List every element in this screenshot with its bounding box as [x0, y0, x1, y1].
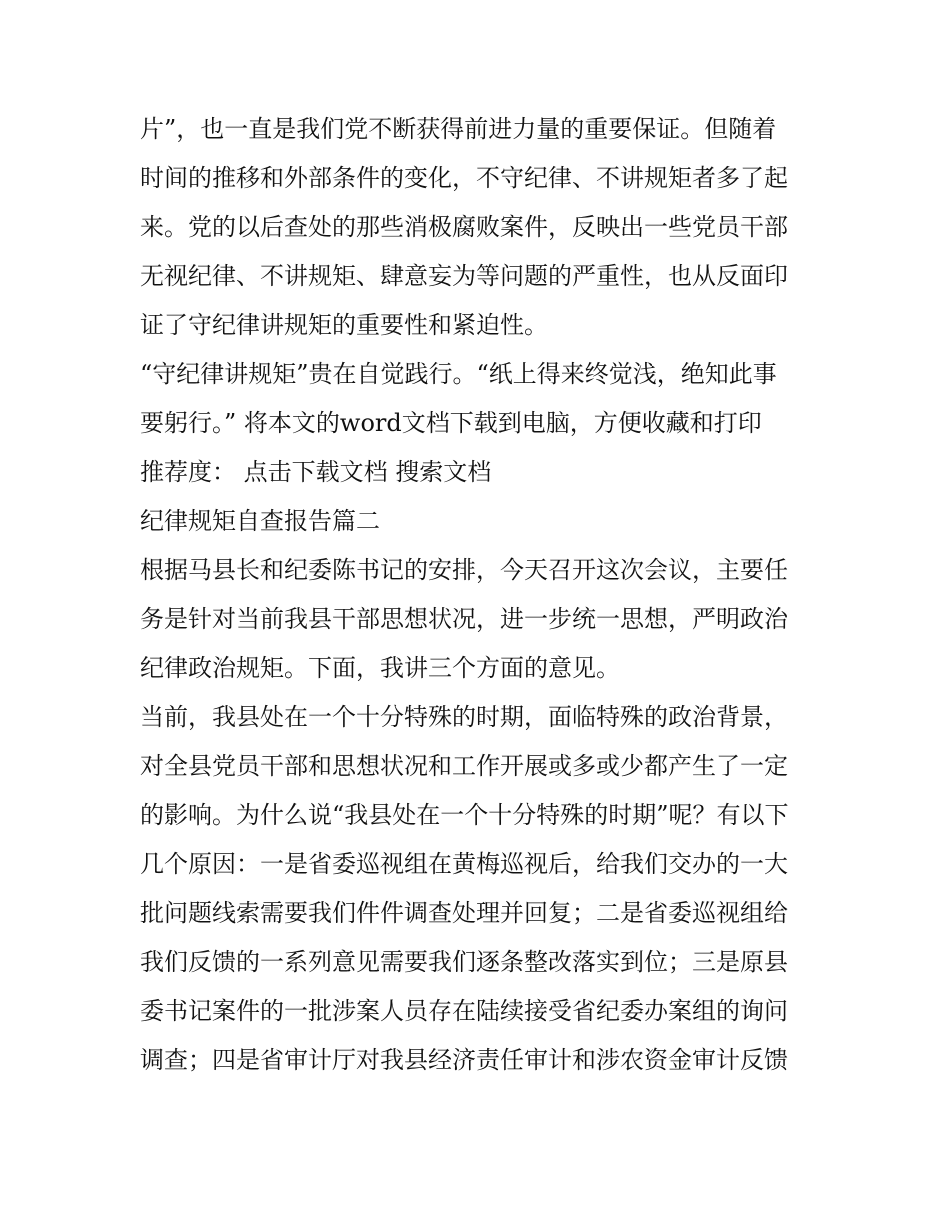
text-line: 的影响。为什么说“我县处在一个十分特殊的时期”呢？有以下 [140, 801, 789, 829]
text-line: 无视纪律、不讲规矩、肆意妄为等问题的严重性，也从反面印 [140, 262, 788, 290]
text-line: 我们反馈的一系列意见需要我们逐条整改落实到位；三是原县 [140, 948, 788, 976]
text-line: 几个原因：一是省委巡视组在黄梅巡视后，给我们交办的一大 [140, 850, 788, 878]
document-body [140, 105, 820, 1085]
text-line: 调查；四是省审计厅对我县经济责任审计和涉农资金审计反馈 [140, 1046, 788, 1074]
recommendation-line: 推荐度： 点击下载文档 搜索文档 [140, 458, 492, 486]
text-line: 证了守纪律讲规矩的重要性和紧迫性。 [140, 311, 548, 339]
text-line: 根据马县长和纪委陈书记的安排，今天召开这次会议，主要任 [140, 556, 788, 584]
text-line: 要躬行。” 将本文的word文档下载到电脑，方便收藏和打印 [140, 409, 762, 437]
text-line: 时间的推移和外部条件的变化，不守纪律、不讲规矩者多了起 [140, 164, 788, 192]
text-line: 批问题线索需要我们件件调查处理并回复；二是省委巡视组给 [140, 899, 788, 927]
text-line: 对全县党员干部和思想状况和工作开展或多或少都产生了一定 [140, 752, 788, 780]
section-title: 纪律规矩自查报告篇二 [140, 507, 380, 535]
text-line: 纪律政治规矩。下面，我讲三个方面的意见。 [140, 654, 620, 682]
text-line: 当前，我县处在一个十分特殊的时期，面临特殊的政治背景， [140, 703, 788, 731]
text-line: 委书记案件的一批涉案人员存在陆续接受省纪委办案组的询问 [140, 997, 788, 1025]
text-line: “守纪律讲规矩”贵在自觉践行。“纸上得来终觉浅，绝知此事 [140, 360, 777, 388]
text-line: 务是针对当前我县干部思想状况，进一步统一思想，严明政治 [140, 605, 788, 633]
text-line: 片”，也一直是我们党不断获得前进力量的重要保证。但随着 [140, 115, 777, 143]
text-line: 来。党的以后查处的那些消极腐败案件，反映出一些党员干部 [140, 213, 788, 241]
